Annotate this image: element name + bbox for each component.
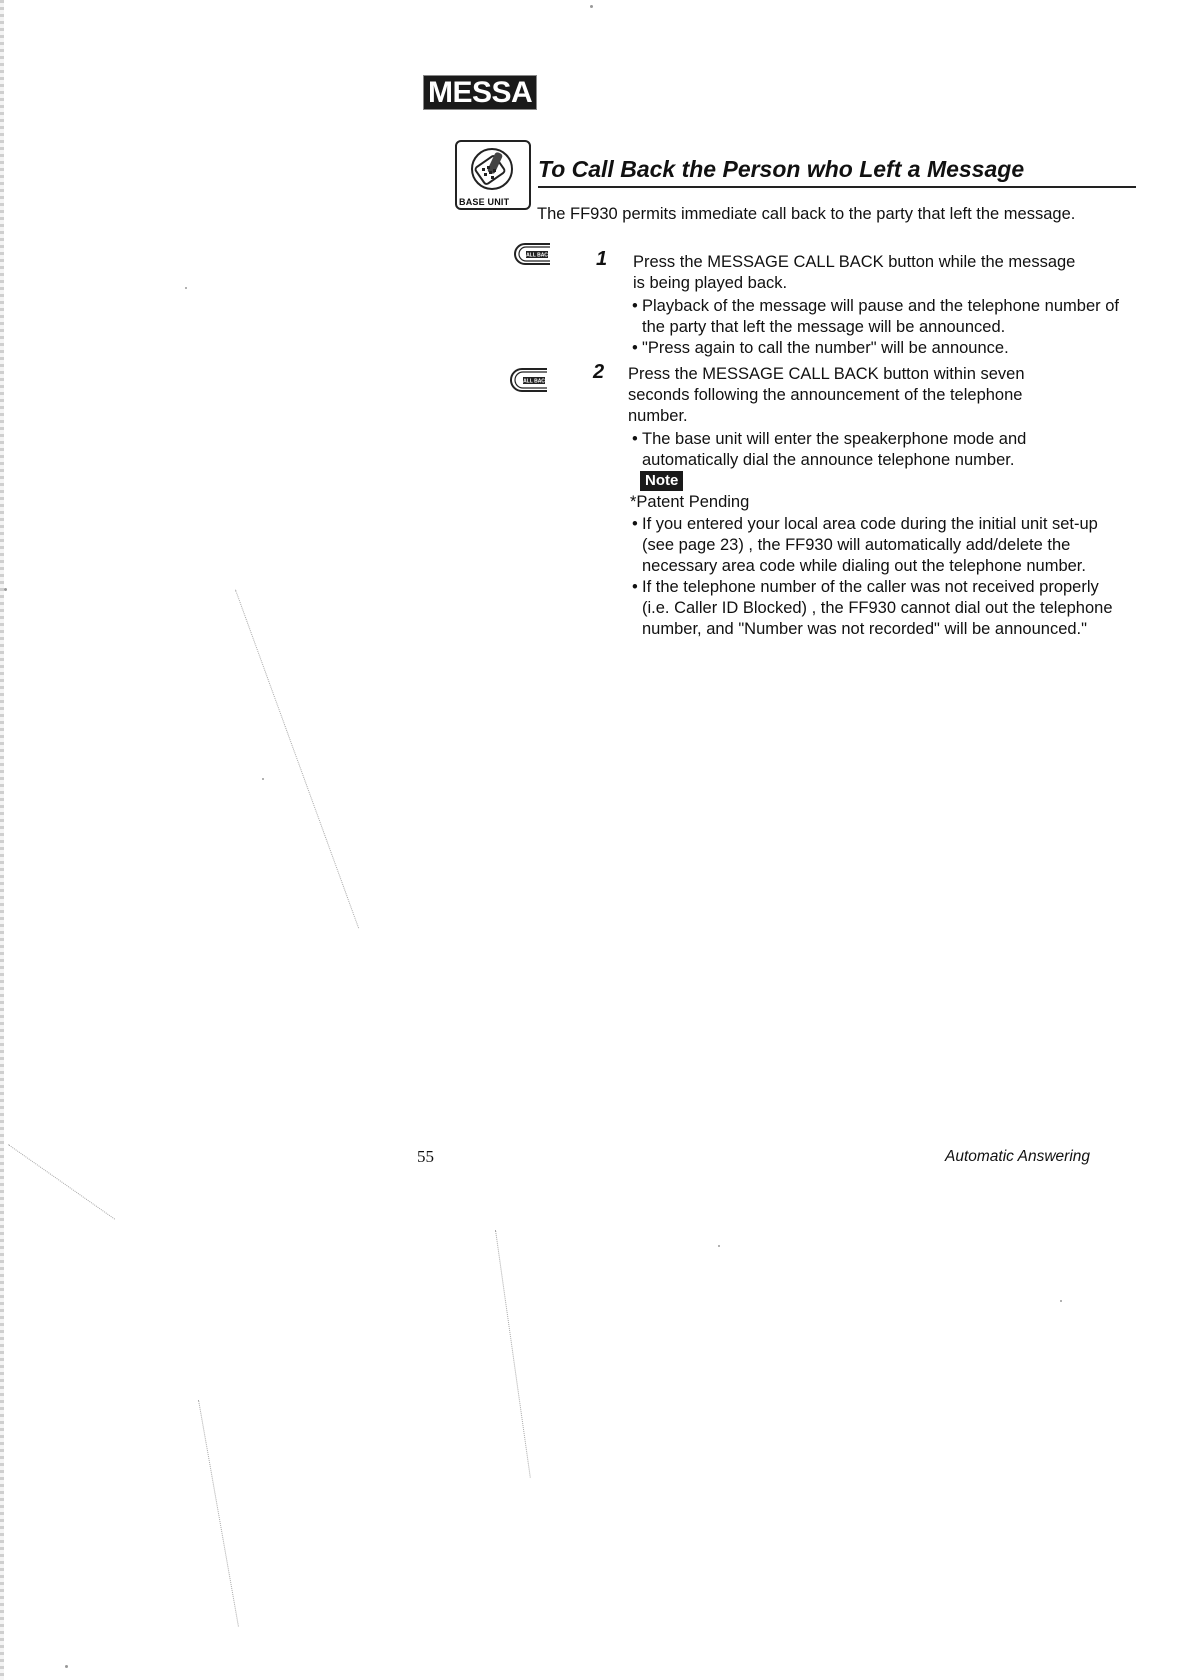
call-back-label: CALL BACK (519, 378, 549, 385)
step-text-line: Press the MESSAGE CALL BACK button while the message (633, 253, 1076, 271)
bullet-item: • The base unit will enter the speakerphone mode and automatically dial the announce telephone number. (628, 429, 1098, 471)
scan-edge (0, 0, 4, 1680)
call-back-button-icon (510, 368, 550, 392)
scan-speck (1060, 1300, 1062, 1302)
scan-speck (262, 778, 264, 780)
scan-streak (8, 1144, 115, 1219)
step-number: 2 (593, 361, 605, 383)
note-bullets (628, 514, 1128, 640)
page-title: To Call Back the Person who Left a Message (538, 156, 1136, 188)
step-text: Press the MESSAGE CALL BACK button within seven seconds following the announcement of the telephone number. (628, 365, 1025, 425)
base-unit-label: BASE UNIT (459, 197, 510, 207)
scan-speck (4, 588, 7, 591)
scan-streak (235, 590, 359, 929)
scan-speck (718, 1245, 720, 1247)
bullet-item: • Playback of the message will pause and the telephone number of the party that left the message will be announced. (628, 296, 1128, 338)
note-badge: Note (640, 471, 683, 491)
scan-speck (590, 5, 593, 8)
step-number: 1 (596, 248, 608, 270)
section-tag: MESSA (423, 75, 537, 110)
scan-speck (65, 1665, 68, 1668)
scan-speck (185, 287, 187, 289)
step-text (633, 252, 1153, 294)
step-text-line: is being played back. (633, 274, 788, 292)
intro-text: The FF930 permits immediate call back to the party that left the message. (537, 205, 1076, 223)
scan-streak (198, 1400, 239, 1627)
base-unit-badge (455, 140, 531, 210)
call-back-button-icon (513, 243, 553, 265)
step-bullets (628, 429, 1098, 471)
bullet-item: • "Press again to call the number" will be announce. (628, 338, 1128, 359)
patent-pending: *Patent Pending (630, 493, 750, 511)
call-back-label: CALL BACK (522, 252, 552, 259)
bullet-item: • If you entered your local area code during the initial unit set-up (see page 23) , the FF930 will automatically add/delete the necessary area code while dialing out the telephone number. (628, 514, 1128, 577)
scan-streak (495, 1230, 531, 1478)
bullet-item: • If the telephone number of the caller was not received properly (i.e. Caller ID Blocked) , the FF930 cannot dial out the telephone number, and "Number was not recorded" will be announced." (628, 577, 1128, 640)
telephone-base-unit-icon (469, 146, 515, 192)
step-bullets (628, 296, 1128, 359)
footer-section-title: Automatic Answering (945, 1148, 1091, 1165)
page-number: 55 (417, 1147, 434, 1166)
